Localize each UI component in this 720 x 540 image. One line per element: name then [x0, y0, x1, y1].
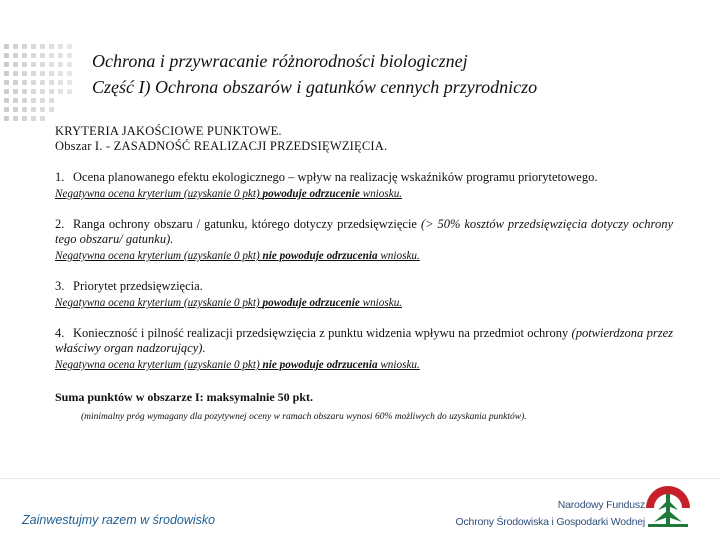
- decorative-dot: [49, 89, 54, 94]
- section-header-2: Obszar I. - ZASADNOŚĆ REALIZACJI PRZEDSIĘWZIĘCIA.: [55, 139, 388, 153]
- criterion-number: 2.: [55, 217, 65, 231]
- criterion-1: [55, 170, 673, 201]
- criterion-number: 3.: [55, 279, 65, 293]
- decorative-dot: [13, 80, 18, 85]
- decorative-dot: [22, 62, 27, 67]
- decorative-dot: [40, 107, 45, 112]
- neg-suffix: wniosku.: [359, 188, 403, 200]
- decorative-dot: [4, 116, 9, 121]
- decorative-dot: [4, 53, 9, 58]
- decorative-dot: [4, 71, 9, 76]
- decorative-dot: [4, 89, 9, 94]
- criterion-text: Konieczność i pilność realizacji przedsięwzięcia z punktu widzenia wpływu na przedmiot ochrony: [73, 326, 572, 340]
- decorative-dot: [31, 116, 36, 121]
- decorative-dot: [40, 71, 45, 76]
- decorative-dot: [13, 53, 18, 58]
- decorative-dot: [49, 80, 54, 85]
- negative-assessment-note: [55, 187, 673, 201]
- org-line-2: Ochrony Środowiska i Gospodarki Wodnej: [455, 516, 645, 528]
- decorative-dot: [49, 107, 54, 112]
- criterion-2: [55, 217, 673, 263]
- decorative-dot: [13, 98, 18, 103]
- decorative-dot: [40, 53, 45, 58]
- criteria-content: [55, 124, 673, 425]
- neg-consequence: powoduje odrzucenie: [262, 188, 360, 200]
- decorative-dot: [58, 62, 63, 67]
- decorative-dot: [40, 80, 45, 85]
- decorative-dot: [49, 44, 54, 49]
- neg-consequence: nie powoduje odrzucenia: [262, 250, 378, 262]
- decorative-dot: [67, 71, 72, 76]
- neg-prefix: Negatywna ocena kryterium (uzyskanie 0 pkt): [55, 188, 263, 200]
- negative-assessment-note: [55, 358, 673, 372]
- decorative-dot: [13, 107, 18, 112]
- decorative-dot: [22, 71, 27, 76]
- neg-consequence: powoduje odrzucenie: [262, 297, 360, 309]
- decorative-dot: [49, 62, 54, 67]
- decorative-dot: [58, 89, 63, 94]
- footer-divider: [0, 478, 720, 479]
- decorative-dot: [40, 116, 45, 121]
- nfosigw-logo: [640, 480, 696, 530]
- decorative-dot: [22, 116, 27, 121]
- decorative-dot: [4, 62, 9, 67]
- decorative-dot: [4, 98, 9, 103]
- decorative-dot: [13, 89, 18, 94]
- decorative-dot: [13, 71, 18, 76]
- section-header-1: KRYTERIA JAKOŚCIOWE PUNKTOWE.: [55, 124, 282, 138]
- criterion-text-italic: (> 50% kosztów przedsięwzięcia dotyczy ochrony tego obszaru/ gatunku).: [55, 217, 674, 246]
- negative-assessment-note: [55, 296, 673, 310]
- decorative-dot-grid: [0, 40, 80, 130]
- criterion-4: [55, 326, 673, 372]
- decorative-dot: [58, 53, 63, 58]
- logo-green-base: [648, 524, 688, 527]
- page-title: [92, 48, 692, 100]
- decorative-dot: [40, 62, 45, 67]
- decorative-dot: [22, 107, 27, 112]
- criterion-text: Ranga ochrony obszaru / gatunku, którego dotyczy przedsięwzięcie: [73, 217, 421, 231]
- decorative-dot: [67, 62, 72, 67]
- decorative-dot: [31, 53, 36, 58]
- minimum-threshold-note: (minimalny próg wymagany dla pozytywnej oceny w ramach obszaru wynosi 60% możliwych do uzyskania punktów).: [81, 412, 527, 422]
- decorative-dot: [58, 80, 63, 85]
- decorative-dot: [67, 80, 72, 85]
- decorative-dot: [40, 44, 45, 49]
- criterion-text: Priorytet przedsięwzięcia.: [73, 279, 203, 293]
- neg-prefix: Negatywna ocena kryterium (uzyskanie 0 pkt): [55, 359, 263, 371]
- decorative-dot: [31, 89, 36, 94]
- decorative-dot: [67, 89, 72, 94]
- decorative-dot: [22, 80, 27, 85]
- decorative-dot: [40, 98, 45, 103]
- neg-consequence: nie powoduje odrzucenia: [262, 359, 378, 371]
- criterion-3: [55, 279, 673, 310]
- footer-slogan: Zainwestujmy razem w środowisko: [22, 513, 216, 527]
- decorative-dot: [13, 62, 18, 67]
- negative-assessment-note: [55, 249, 673, 263]
- decorative-dot: [49, 53, 54, 58]
- neg-prefix: Negatywna ocena kryterium (uzyskanie 0 pkt): [55, 297, 263, 309]
- criterion-number: 1.: [55, 170, 65, 184]
- decorative-dot: [22, 53, 27, 58]
- criterion-text: Ocena planowanego efektu ekologicznego – wpływ na realizację wskaźników programu priorytetowego.: [73, 170, 598, 184]
- criterion-text-italic: (potwierdzona przez właściwy organ nadzorujący).: [55, 326, 673, 355]
- points-summary: Suma punktów w obszarze I: maksymalnie 50 pkt.: [55, 390, 314, 404]
- decorative-dot: [49, 98, 54, 103]
- decorative-dot: [4, 44, 9, 49]
- decorative-dot: [22, 89, 27, 94]
- decorative-dot: [31, 98, 36, 103]
- decorative-dot: [4, 107, 9, 112]
- decorative-dot: [4, 80, 9, 85]
- title-line-1: Ochrona i przywracanie różnorodności biologicznej: [92, 51, 468, 71]
- neg-suffix: wniosku.: [359, 297, 403, 309]
- criterion-number: 4.: [55, 326, 65, 340]
- org-line-1: Narodowy Fundusz: [557, 499, 645, 511]
- title-line-2: Część I) Ochrona obszarów i gatunków cennych przyrodniczo: [92, 77, 538, 97]
- decorative-dot: [31, 62, 36, 67]
- neg-prefix: Negatywna ocena kryterium (uzyskanie 0 pkt): [55, 250, 263, 262]
- decorative-dot: [22, 98, 27, 103]
- logo-green-stem: [666, 494, 670, 524]
- decorative-dot: [31, 44, 36, 49]
- decorative-dot: [13, 116, 18, 121]
- decorative-dot: [31, 80, 36, 85]
- decorative-dot: [67, 53, 72, 58]
- decorative-dot: [22, 44, 27, 49]
- decorative-dot: [49, 71, 54, 76]
- decorative-dot: [31, 71, 36, 76]
- neg-suffix: wniosku.: [377, 359, 420, 371]
- decorative-dot: [31, 107, 36, 112]
- decorative-dot: [13, 44, 18, 49]
- neg-suffix: wniosku.: [377, 250, 420, 262]
- organization-name: [450, 497, 645, 531]
- decorative-dot: [67, 44, 72, 49]
- decorative-dot: [58, 71, 63, 76]
- decorative-dot: [40, 89, 45, 94]
- decorative-dot: [58, 44, 63, 49]
